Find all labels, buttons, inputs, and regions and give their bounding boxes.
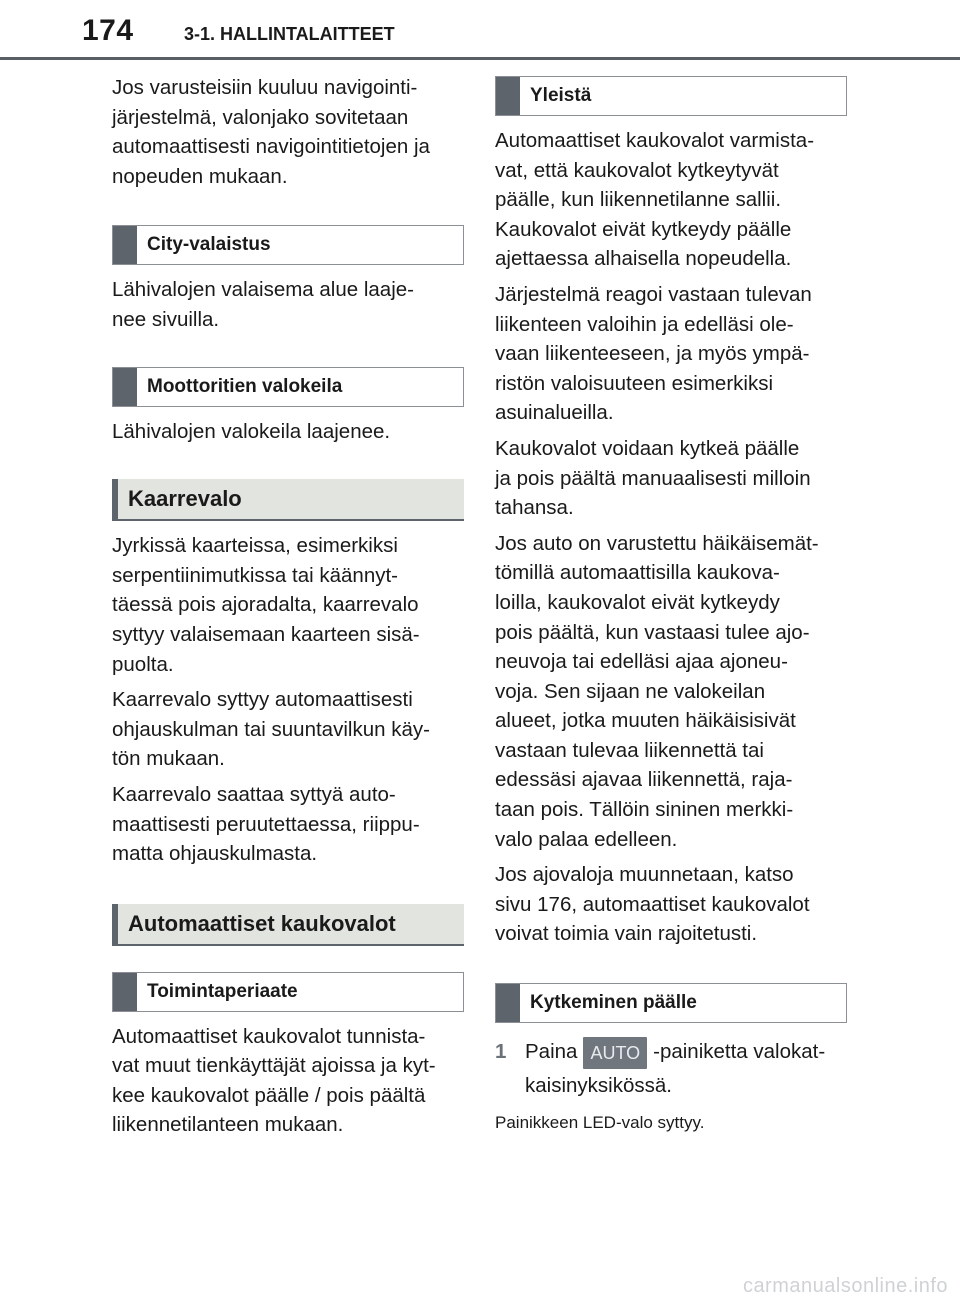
step-text-post: -painiketta valokat-: [653, 1040, 826, 1064]
motorway-paragraph: Lähivalojen valokeila laajenee.: [112, 419, 391, 443]
led-note: Painikkeen LED-valo syttyy.: [495, 1113, 705, 1133]
yleista-paragraph-3: Kaukovalot voidaan kytkeä päälle ja pois päältä manuaalisesti milloin tahansa.: [495, 436, 811, 520]
kaarrevalo-paragraph-1: Jyrkissä kaarteissa, esimerkiksi serpentiinimutkissa tai käännyt- täessä pois ajoradalta, kaarrevalo syttyy valaisemaan kaarteen sisä- puolta.: [112, 534, 420, 676]
step-1-continued: [495, 1069, 847, 1103]
step-number: 1: [495, 1040, 507, 1064]
yleista-paragraph-2: Järjestelmä reagoi vastaan tulevan liikenteen valoihin ja edelläsi ole- vaan liikenteeseen, ja myös ympä- ristön valoisuuteen esimerkiksi asuinalueilla.: [495, 282, 812, 425]
step-text: [525, 1035, 825, 1069]
kaarrevalo-paragraph-3: Kaarrevalo saattaa syttyä auto- maattisesti peruutettaessa, riippu- matta ohjauskulmasta.: [112, 782, 420, 866]
yleista-paragraph-4: Jos auto on varustettu häikäisemät- tömillä automaattisilla kaukova- loilla, kaukovalot eivät kytkeydy pois päältä, kun vastaasi tulee ajo- neuvoja tai edelläsi ajaa ajoneu- voja. Sen sijaan ne valokeilan alueet, jotka muuten häikäisisivät vastaan tulevaa liikennettä tai edessäsi ajavaa liikennettä, raja- taan pois. Tällöin sininen merkki- valo palaa edelleen.: [495, 531, 819, 851]
heading-kytkeminen-paalle: Kytkeminen päälle: [495, 983, 847, 1023]
heading-toimintaperiaate: Toimintaperiaate: [112, 972, 464, 1012]
left-column: [112, 70, 464, 1140]
heading-moottoritien-valokeila: Moottoritien valokeila: [112, 367, 464, 407]
step-text-pre: Paina: [525, 1040, 578, 1064]
page-number: 174: [82, 14, 134, 47]
heading-city-valaistus: City-valaistus: [112, 225, 464, 265]
yleista-paragraph-5: Jos ajovaloja muunnetaan, katso sivu 176, automaattiset kaukovalot voivat toimia vain rajoitetusti.: [495, 863, 810, 946]
yleista-paragraph-1: Automaattiset kaukovalot varmista- vat, että kaukovalot kytkeytyvät päälle, kun liikennetilanne sallii. Kaukovalot eivät kytkeydy päälle ajettaessa alhaisella nopeudella.: [495, 129, 815, 271]
chapter-title: 3-1. HALLINTALAITTEET: [184, 24, 395, 44]
heading-automaattiset-kaukovalot: Automaattiset kaukovalot: [112, 904, 464, 946]
heading-yleista: Yleistä: [495, 76, 847, 116]
toimintaperiaate-paragraph: Automaattiset kaukovalot tunnista- vat muut tienkäyttäjät ajoissa ja kyt- kee kaukovalot päälle / pois päältä liikennetilanteen mukaan.: [112, 1024, 436, 1137]
auto-button-icon: AUTO: [583, 1037, 647, 1069]
step-text-cont: kaisinyksikössä.: [525, 1074, 672, 1098]
intro-paragraph: Jos varusteisiin kuuluu navigointi- järjestelmä, valonjako sovitetaan automaattisesti navigointitietojen ja nopeuden mukaan.: [112, 76, 430, 188]
heading-kaarrevalo: Kaarrevalo: [112, 479, 464, 521]
right-column: [495, 70, 847, 1135]
city-paragraph: Lähivalojen valaisema alue laaje- nee sivuilla.: [112, 278, 414, 331]
header-rule: [0, 57, 960, 60]
step-1: [495, 1035, 847, 1069]
watermark: carmanualsonline.info: [742, 1275, 948, 1297]
kaarrevalo-paragraph-2: Kaarrevalo syttyy automaattisesti ohjauskulman tai suuntavilkun käy- tön mukaan.: [112, 688, 430, 771]
